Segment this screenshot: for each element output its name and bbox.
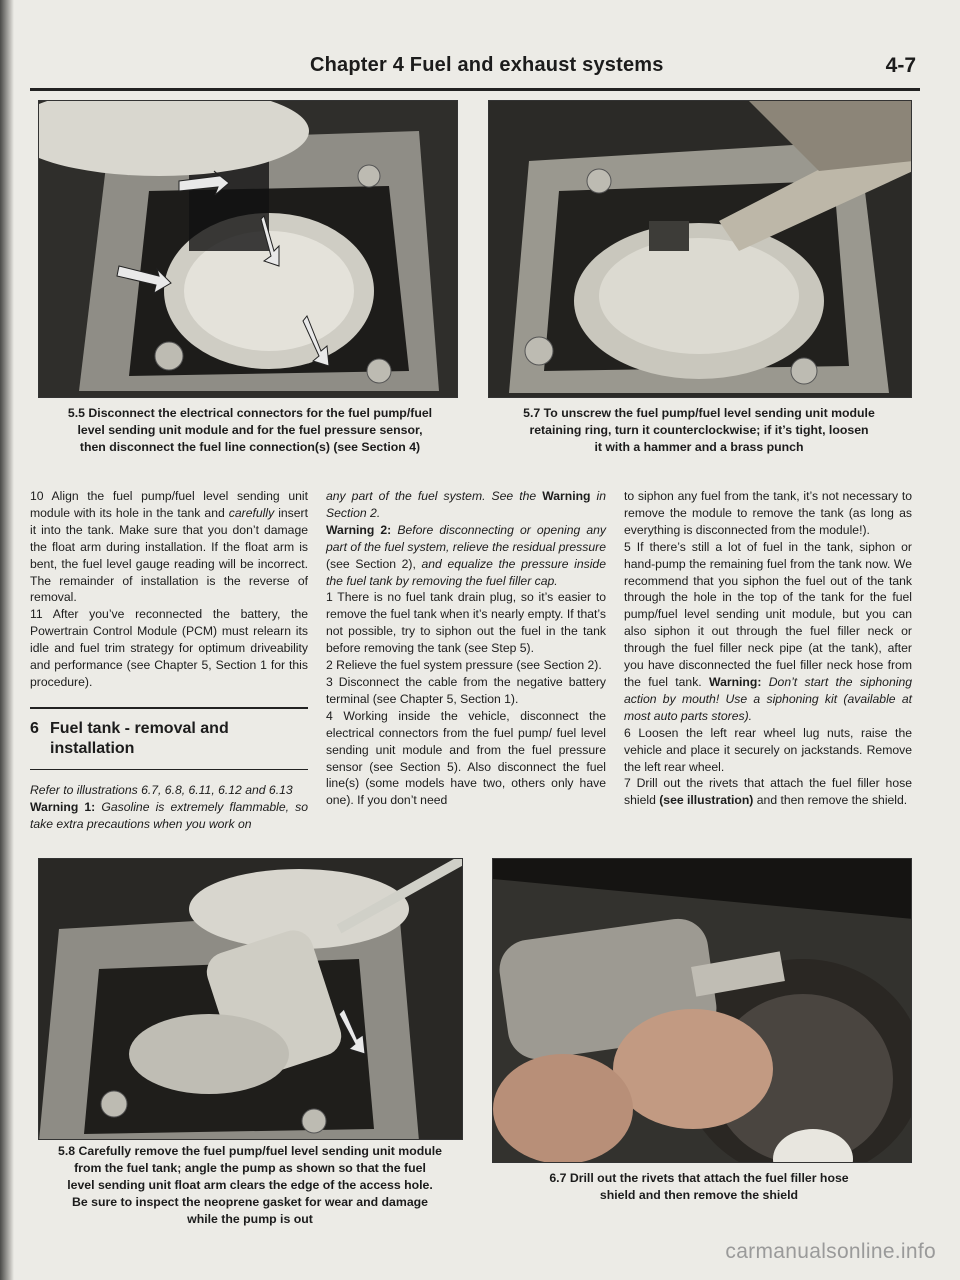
page-number: 4-7 [885, 54, 916, 77]
section-title-line2: installation [50, 739, 135, 757]
step-5 [624, 539, 912, 725]
watermark[interactable]: carmanualsonline.info [725, 1240, 936, 1263]
p10-text: 10 Align the fuel pump/fuel level sending unit module with its hole in the tank and [30, 489, 308, 520]
warning-1 [30, 799, 308, 833]
cont-bold: Warning [542, 489, 591, 503]
caption-6-7-line: shield and then remove the shield [599, 1188, 799, 1202]
paragraph-11: 11 After you’ve reconnected the battery, the Powertrain Control Module (PCM) must relearn its idle and fuel trim strategy for optimum driveability and performance (see Chapter 5, Section 1 for this procedure). [30, 607, 308, 689]
photo-5-7-drawing [489, 101, 912, 398]
warning-2-text-a: Before disconnecting or opening any part of the fuel system, relieve the residual pressure [326, 522, 606, 554]
step-7-rest: and then remove the shield. [756, 793, 908, 808]
caption-5-7-line: 5.7 To unscrew the fuel pump/fuel level sending unit module [523, 406, 875, 420]
warning-2-text-c: and equalize the pressure inside the fuel tank by removing the fuel filler cap. [326, 556, 606, 588]
photo-5-8-drawing [39, 859, 463, 1140]
photo-6-7-drawing [493, 859, 912, 1163]
step-3: 3 Disconnect the cable from the negative battery terminal (see Chapter 5, Section 1). [326, 674, 606, 706]
photo-5-8 [38, 858, 463, 1140]
section-rule-top [30, 707, 308, 709]
caption-5-5-line: 5.5 Disconnect the electrical connectors for the fuel pump/fuel [67, 406, 433, 420]
step-2: 2 Relieve the fuel system pressure (see Section 2). [326, 658, 602, 673]
cont-text: any part of the fuel system. See the [326, 489, 537, 503]
text-column-3 [624, 488, 912, 809]
text-column-1 [30, 488, 308, 833]
step-4: 4 Working inside the vehicle, disconnect the electrical connectors from the fuel pump/ fuel level sending unit module and from the fuel pressure sensor (see Section 5). Also disconnect the fuel line(s) (some models have two, others only have one). If you don’t need [326, 708, 606, 808]
caption-6-7-line: 6.7 Drill out the rivets that attach the fuel filler hose [549, 1171, 849, 1185]
paragraph-10 [30, 488, 308, 606]
caption-5-8-line: level sending unit float arm clears the edge of the access hole. [67, 1178, 433, 1192]
caption-5-7-line: it with a hammer and a brass punch [594, 440, 804, 454]
section-number: 6 [30, 719, 39, 737]
caption-5-5-line: then disconnect the fuel line connection(s) (see Section 4) [79, 440, 421, 454]
step-4-continued: to siphon any fuel from the tank, it’s not necessary to remove the module to remove the tank (as long as everything is disconnected from the module!). [624, 489, 912, 537]
text-column-2 [326, 488, 606, 809]
step-5-warning-text: Don’t start the siphoning action by mouth! Use a siphoning kit (available at most auto parts stores). [624, 674, 913, 723]
section-title-line1: Fuel tank - removal and [50, 719, 229, 737]
caption-5-5 [30, 405, 470, 456]
p10-emphasis: carefully [228, 505, 275, 520]
chapter-title: Chapter 4 Fuel and exhaust systems [310, 54, 664, 76]
caption-5-8-line: 5.8 Carefully remove the fuel pump/fuel level sending unit module [57, 1144, 442, 1158]
photo-5-7 [488, 100, 912, 398]
caption-5-8-line: while the pump is out [187, 1212, 313, 1226]
photo-5-5-drawing [39, 101, 458, 398]
warning-2 [326, 522, 606, 590]
photo-5-5 [38, 100, 458, 398]
p10-rest: insert it into the tank. Make sure that you don’t damage the float arm during installation. If the float arm is bent, the fuel level gauge reading will be incorrect. The remainder of installation is the reverse of removal. [30, 505, 308, 605]
warning-2-text-b: (see Section 2), [326, 556, 416, 571]
warning-1-label: Warning 1: [30, 799, 96, 814]
warning-2-label: Warning 2: [326, 522, 392, 537]
caption-5-8-line: Be sure to inspect the neoprene gasket for wear and damage [71, 1195, 429, 1209]
page-header [30, 48, 920, 91]
cont-rest: in Section 2. [326, 489, 607, 520]
step-5-warning-label: Warning: [709, 674, 762, 689]
warning-1-text: Gasoline is extremely flammable, so take extra precautions when you work on [30, 799, 309, 831]
step-6: 6 Loosen the left rear wheel lug nuts, raise the vehicle and place it securely on jackstands. Remove the left rear wheel. [624, 725, 912, 774]
caption-5-8-line: from the fuel tank; angle the pump as shown so that the fuel [74, 1161, 426, 1175]
warning-continued [326, 488, 606, 522]
refer-illustrations: Refer to illustrations 6.7, 6.8, 6.11, 6.12 and 6.13 [30, 782, 293, 797]
step-7 [624, 775, 912, 809]
step-7-text: 7 Drill out the rivets that attach the fuel filler hose shield [624, 776, 912, 808]
caption-6-7 [486, 1170, 912, 1204]
step-5-text: 5 If there’s still a lot of fuel in the tank, siphon or hand-pump the remaining fuel from the tank now. We recommend that you siphon the fuel out of the tank through the hole in the top of the tank for the fuel pump/fuel level sending unit module, but you can also siphon it out through the fuel filler neck or through the fuel filler neck pipe (at the tank), after you have disconnected the fuel filler neck hose from the fuel tank. [624, 539, 912, 689]
section-heading [30, 719, 308, 759]
photo-6-7 [492, 858, 912, 1163]
caption-5-8 [30, 1143, 470, 1228]
section-rule-bottom [30, 769, 308, 770]
caption-5-7-line: retaining ring, turn it counterclockwise; if it’s tight, loosen [529, 423, 869, 437]
step-1: 1 There is no fuel tank drain plug, so it’s easier to remove the fuel tank when it’s nearly empty. If that’s not possible, try to siphon out the fuel in the tank before removing the tank (see Step 5). [326, 590, 606, 656]
caption-5-5-line: level sending unit module and for the fuel pressure sensor, [77, 423, 423, 437]
page-binding-shadow [0, 0, 14, 1280]
caption-5-7 [486, 405, 912, 456]
step-7-bold: (see illustration) [659, 793, 754, 808]
